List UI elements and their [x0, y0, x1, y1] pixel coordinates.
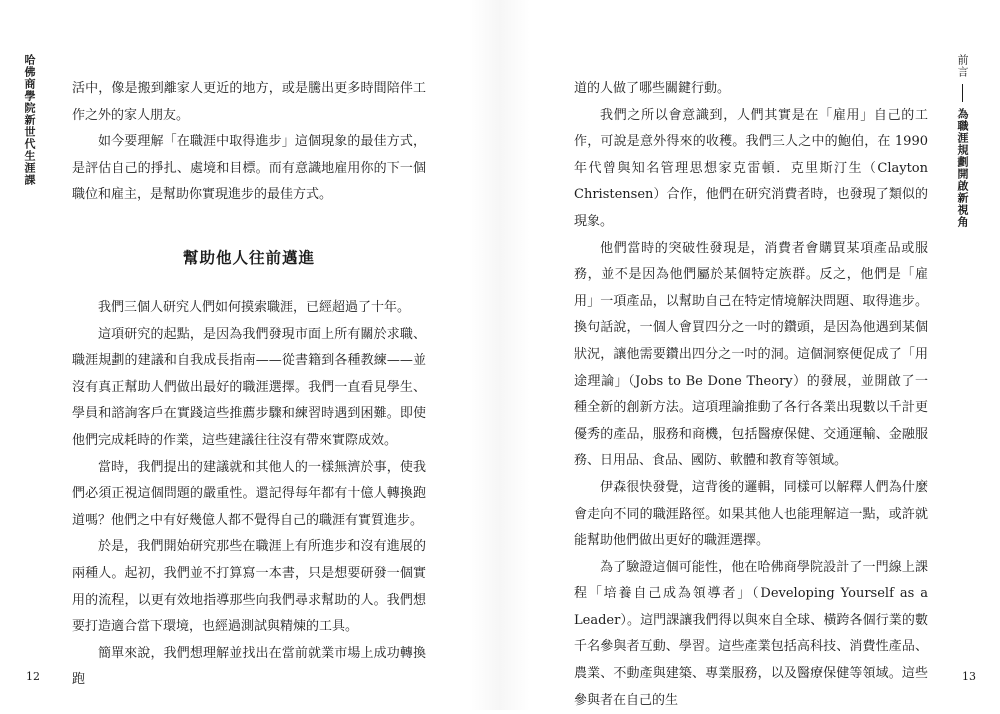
paragraph: 如今要理解「在職涯中取得進步」這個現象的最佳方式，是評估自己的掙扎、處境和目標。而有意識地雇用你的下一個職位和雇主，是幫助你實現進步的最佳方式。 — [72, 134, 426, 203]
paragraph: 於是，我們開始研究那些在職涯上有所進步和沒有進展的兩種人。起初，我們並不打算寫一本書，只是想要研發一個實用的流程，以更有效地指導那些向我們尋求幫助的人。我們想要打造適合當下環境，也經過測試與精煉的工具。 — [72, 539, 426, 635]
running-head-chapter-title: 為職涯規劃開啟新視角 — [956, 108, 969, 228]
paragraph: 伊森很快發覺，這背後的邏輯，同樣可以解釋人們為什麼會走向不同的職涯路徑。如果其他人也能理解這一點，或許就能幫助他們做出更好的職涯選擇。 — [574, 479, 928, 549]
left-text-block — [72, 76, 426, 694]
paragraph: 我們之所以會意識到，人們其實是在「雇用」自己的工作，可說是意外得來的收穫。我們三人之中的鮑伯，在 1990 年代曾與知名管理思想家克雷頓．克里斯汀生（Clayton Christensen）合作，他們在研究消費者時，也發現了類似的現象。 — [574, 107, 928, 229]
running-head-book-title: 哈佛商學院新世代生涯課 — [23, 54, 36, 186]
paragraph: 我們三個人研究人們如何摸索職涯，已經超過了十年。 — [98, 299, 411, 315]
paragraph: 當時，我們提出的建議就和其他人的一樣無濟於事，使我們必須正視這個問題的嚴重性。還記得每年都有十億人轉換跑道嗎？他們之中有好幾億人都不覺得自己的職涯有實質進步。 — [72, 459, 426, 528]
right-page — [500, 0, 1000, 710]
paragraph: 為了驗證這個可能性，他在哈佛商學院設計了一門線上課程「培養自己成為領導者」（Developing Yourself as a Leader）。這門課讓我們得以與來自全球、橫跨各個行業的數千名參與者互動、學習。這些產業包括高科技、消費性產品、農業、不動產與建築、專業服務，以及醫療保健等領域。這些參與者在自己的生 — [574, 559, 928, 708]
paragraph: 道的人做了哪些關鍵行動。 — [574, 81, 731, 96]
paragraph: 他們當時的突破性發現是，消費者會購買某項產品或服務，並不是因為他們屬於某個特定族群。反之，他們是「雇用」一項產品，以幫助自己在特定情境解決問題、取得進步。換句話說，一個人會買四分之一吋的鑽頭，是因為他遇到某個狀況，讓他需要鑽出四分之一吋的洞。這個洞察便促成了「用途理論」（Jobs to Be Done Theory）的發展，並開啟了一種全新的創新方法。這項理論推動了各行各業出現數以千計更優秀的產品，服務和商機，包括醫療保健、交通運輸、金融服務、日用品、食品、國防、軟體和教育等領域。 — [574, 240, 928, 469]
paragraph: 活中，像是搬到離家人更近的地方，或是騰出更多時間陪伴工作之外的家人朋友。 — [72, 81, 426, 123]
right-text-block — [574, 76, 928, 714]
running-head-chapter-label: 前言 — [956, 54, 969, 78]
page-number: 12 — [26, 670, 40, 683]
running-head-divider — [962, 84, 963, 102]
running-head-chapter — [955, 54, 969, 228]
paragraph: 簡單來說，我們想理解並找出在當前就業市場上成功轉換跑 — [72, 645, 426, 688]
section-heading: 幫助他人往前邁進 — [182, 248, 315, 267]
page-number: 13 — [962, 670, 976, 683]
left-page — [0, 0, 500, 710]
paragraph: 這項研究的起點，是因為我們發現市面上所有關於求職、職涯規劃的建議和自我成長指南——從書籍到各種教練——並沒有真正幫助人們做出最好的職涯選擇。我們一直看見學生、學員和諮詢客戶在實踐這些推薦步驟和練習時遇到困難。即使他們完成耗時的作業，這些建議往往沒有帶來實際成效。 — [72, 326, 426, 448]
